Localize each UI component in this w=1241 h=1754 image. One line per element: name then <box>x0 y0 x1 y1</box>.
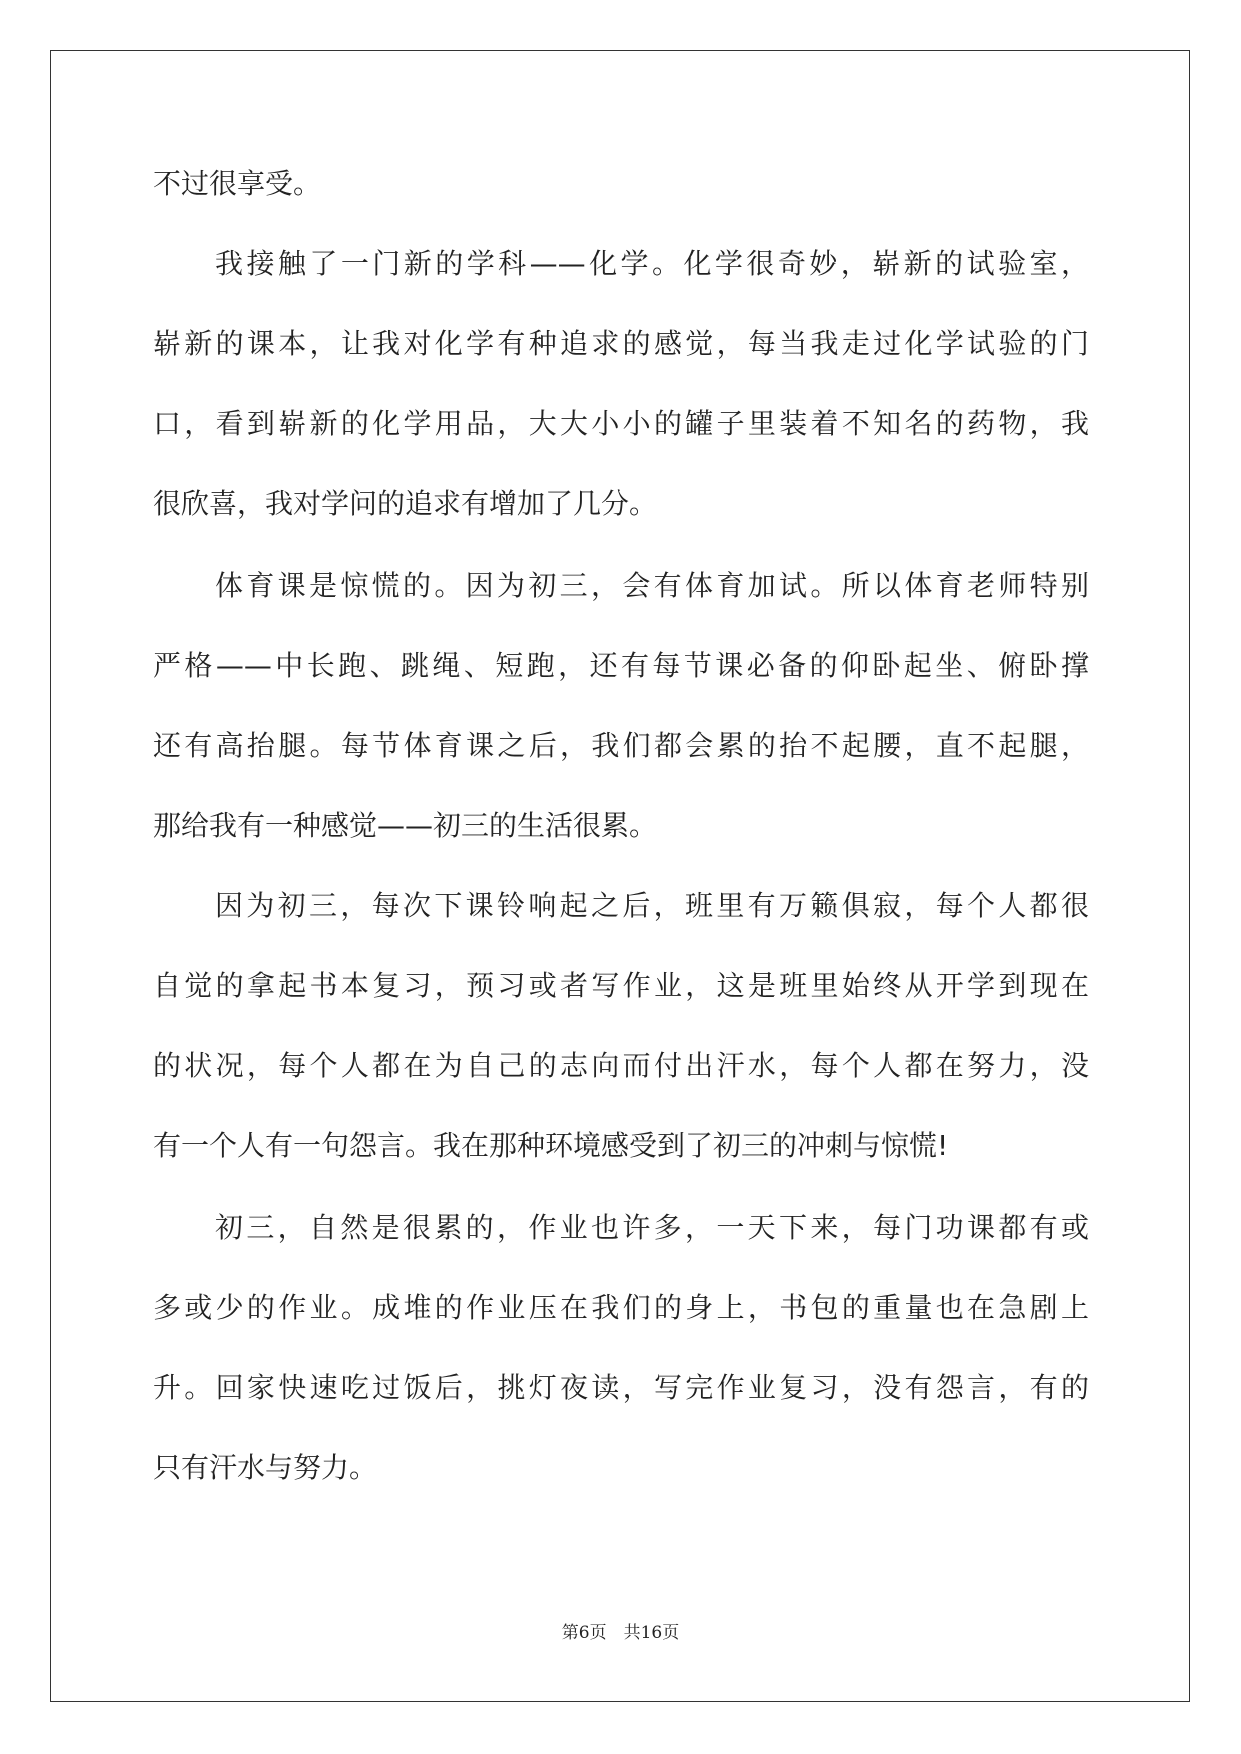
text-line: 升。回家快速吃过饭后，挑灯夜读，写完作业复习，没有怨言，有的 <box>153 1371 1089 1404</box>
text-line: 崭新的课本，让我对化学有种追求的感觉，每当我走过化学试验的门 <box>153 327 1089 360</box>
text-line: 我接触了一门新的学科——化学。化学很奇妙，崭新的试验室， <box>215 247 1089 280</box>
text-line: 因为初三，每次下课铃响起之后，班里有万籁俱寂，每个人都很 <box>215 889 1089 922</box>
text-line: 自觉的拿起书本复习，预习或者写作业，这是班里始终从开学到现在 <box>153 969 1089 1002</box>
text-line: 还有高抬腿。每节体育课之后，我们都会累的抬不起腰，直不起腿， <box>153 729 1089 762</box>
text-line: 不过很享受。 <box>153 167 322 200</box>
text-line: 初三，自然是很累的，作业也许多，一天下来，每门功课都有或 <box>215 1211 1089 1244</box>
page-number: 第6页 共16页 <box>561 1623 680 1643</box>
text-line: 体育课是惊慌的。因为初三，会有体育加试。所以体育老师特别 <box>215 569 1089 602</box>
text-line: 那给我有一种感觉——初三的生活很累。 <box>153 809 658 842</box>
text-line: 严格——中长跑、跳绳、短跑，还有每节课必备的仰卧起坐、俯卧撑 <box>153 649 1089 682</box>
text-line: 很欣喜，我对学问的追求有增加了几分。 <box>153 487 658 520</box>
text-line: 的状况，每个人都在为自己的志向而付出汗水，每个人都在努力，没 <box>153 1049 1089 1082</box>
page-footer <box>0 1618 1241 1643</box>
text-line: 多或少的作业。成堆的作业压在我们的身上，书包的重量也在急剧上 <box>153 1291 1089 1324</box>
text-line: 只有汗水与努力。 <box>153 1451 378 1484</box>
text-line: 口，看到崭新的化学用品，大大小小的罐子里装着不知名的药物，我 <box>153 407 1089 440</box>
text-line: 有一个人有一句怨言。我在那种环境感受到了初三的冲刺与惊慌! <box>153 1129 949 1162</box>
